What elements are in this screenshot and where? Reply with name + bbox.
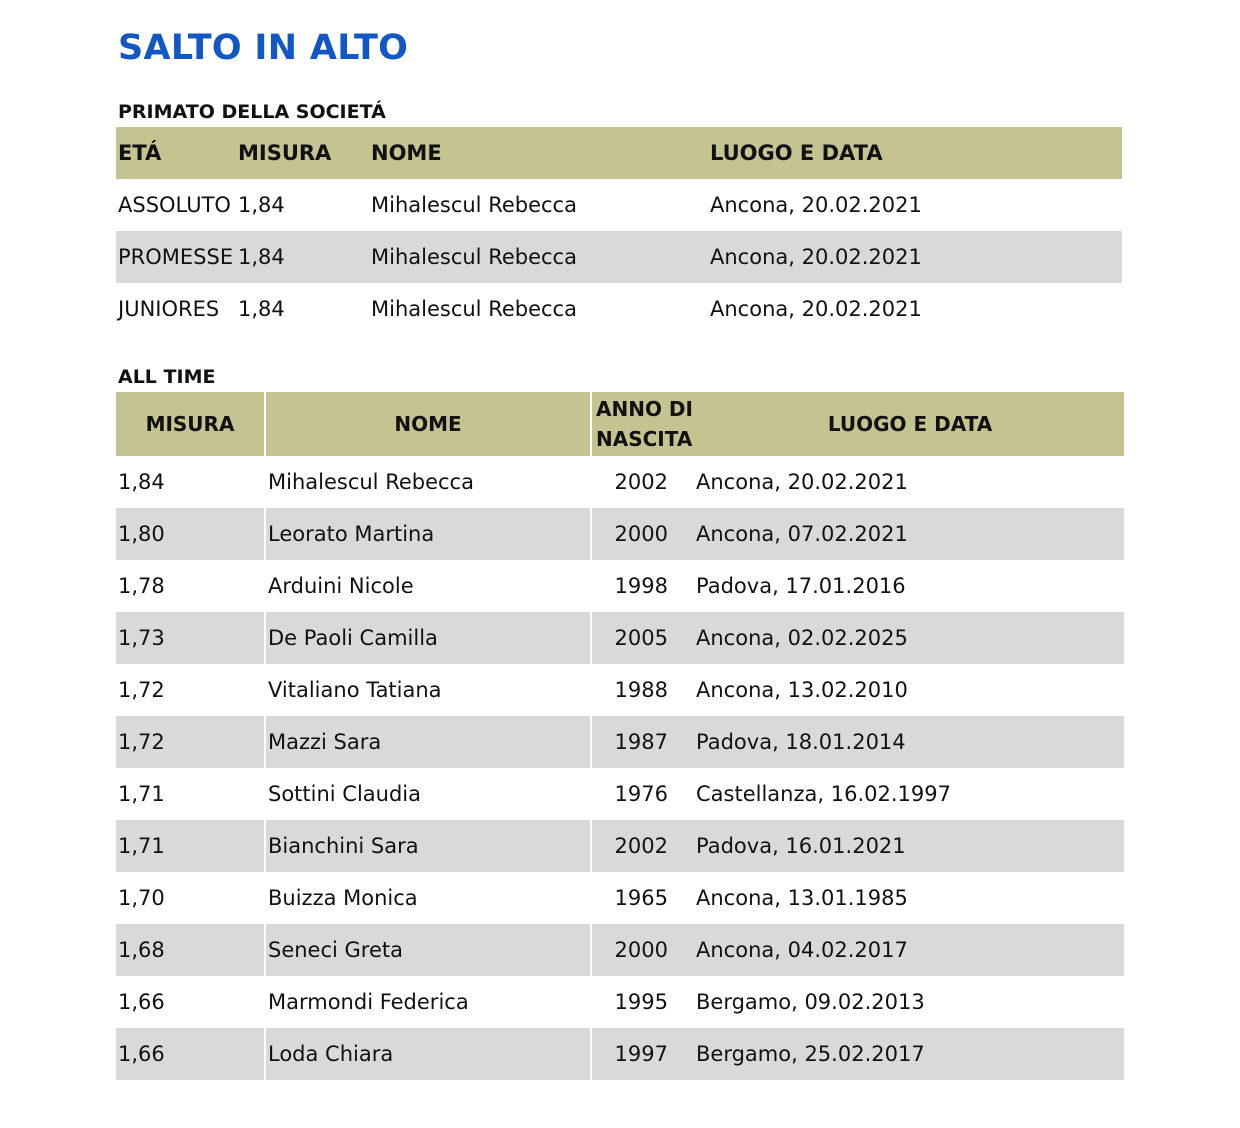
cell-nome: Sottini Claudia: [268, 782, 422, 806]
cell-luogo: Ancona, 04.02.2017: [696, 938, 908, 962]
cell-nome: Mihalescul Rebecca: [371, 297, 577, 321]
cell-misura: 1,84: [238, 245, 285, 269]
column-divider: [264, 456, 266, 508]
column-divider: [264, 560, 266, 612]
cell-nome: Bianchini Sara: [268, 834, 419, 858]
cell-nome: Loda Chiara: [268, 1042, 394, 1066]
cell-nome: Vitaliano Tatiana: [268, 678, 442, 702]
record-section-title: PRIMATO DELLA SOCIETÁ: [118, 101, 386, 123]
cell-misura: 1,70: [118, 886, 165, 910]
cell-nome: Mihalescul Rebecca: [371, 245, 577, 269]
column-divider: [264, 716, 266, 768]
header-luogo: LUOGO E DATA: [710, 141, 883, 165]
cell-anno: 2000: [614, 938, 668, 962]
cell-luogo: Ancona, 13.02.2010: [696, 678, 908, 702]
cell-misura: 1,68: [118, 938, 165, 962]
cell-nome: De Paoli Camilla: [268, 626, 438, 650]
table-row: [116, 560, 1124, 612]
page-title: SALTO IN ALTO: [118, 28, 409, 68]
cell-anno: 1976: [614, 782, 668, 806]
cell-misura: 1,72: [118, 678, 165, 702]
cell-eta: JUNIORES: [118, 297, 220, 321]
cell-misura: 1,84: [238, 297, 285, 321]
cell-luogo: Padova, 18.01.2014: [696, 730, 906, 754]
table-row: [116, 820, 1124, 872]
cell-misura: 1,84: [118, 470, 165, 494]
column-divider: [264, 976, 266, 1028]
header-eta: ETÁ: [118, 141, 162, 165]
table-row: [116, 976, 1124, 1028]
table-row: [116, 924, 1124, 976]
record-table: [116, 127, 1122, 335]
cell-nome: Marmondi Federica: [268, 990, 469, 1014]
cell-luogo: Bergamo, 09.02.2013: [696, 990, 925, 1014]
cell-misura: 1,66: [118, 990, 165, 1014]
cell-anno: 1998: [614, 574, 668, 598]
table-row: [116, 231, 1122, 283]
cell-luogo: Padova, 16.01.2021: [696, 834, 906, 858]
cell-anno: 2000: [614, 522, 668, 546]
cell-nome: Mazzi Sara: [268, 730, 382, 754]
table-row: [116, 872, 1124, 924]
cell-misura: 1,71: [118, 834, 165, 858]
cell-luogo: Ancona, 20.02.2021: [710, 193, 922, 217]
cell-nome: Seneci Greta: [268, 938, 404, 962]
cell-luogo: Ancona, 02.02.2025: [696, 626, 908, 650]
table-row: [116, 612, 1124, 664]
cell-nome: Mihalescul Rebecca: [371, 193, 577, 217]
cell-anno: 2002: [614, 470, 668, 494]
header-misura: MISURA: [238, 141, 332, 165]
cell-misura: 1,72: [118, 730, 165, 754]
record-rows: [116, 179, 1122, 335]
cell-eta: PROMESSE: [118, 245, 234, 269]
cell-anno: 1995: [614, 990, 668, 1014]
table-row: [116, 1028, 1124, 1080]
column-divider: [264, 768, 266, 820]
cell-anno: 2005: [614, 626, 668, 650]
table-row: [116, 768, 1124, 820]
alltime-section-title: ALL TIME: [118, 366, 216, 388]
column-divider: [264, 508, 266, 560]
cell-anno: 1988: [614, 678, 668, 702]
cell-eta: ASSOLUTO: [118, 193, 231, 217]
alltime-rows: [116, 456, 1124, 1080]
table-row: [116, 508, 1124, 560]
cell-luogo: Castellanza, 16.02.1997: [696, 782, 951, 806]
table-row: [116, 283, 1122, 335]
cell-anno: 1987: [614, 730, 668, 754]
record-table-header: [116, 127, 1122, 179]
cell-anno: 1997: [614, 1042, 668, 1066]
cell-luogo: Ancona, 20.02.2021: [696, 470, 908, 494]
cell-nome: Mihalescul Rebecca: [268, 470, 474, 494]
header-anno: ANNO DI NASCITA: [596, 397, 693, 451]
cell-anno: 1965: [614, 886, 668, 910]
column-divider: [590, 392, 592, 456]
alltime-table-header: [116, 392, 1124, 456]
cell-nome: Buizza Monica: [268, 886, 418, 910]
cell-nome: Leorato Martina: [268, 522, 435, 546]
alltime-table: [116, 392, 1124, 1080]
cell-luogo: Ancona, 20.02.2021: [710, 297, 922, 321]
table-row: [116, 716, 1124, 768]
cell-misura: 1,78: [118, 574, 165, 598]
column-divider: [264, 872, 266, 924]
cell-misura: 1,73: [118, 626, 165, 650]
column-divider: [264, 1028, 266, 1080]
column-divider: [264, 612, 266, 664]
column-divider: [264, 664, 266, 716]
header-nome: NOME: [371, 141, 442, 165]
column-divider: [264, 924, 266, 976]
cell-luogo: Ancona, 20.02.2021: [710, 245, 922, 269]
cell-misura: 1,71: [118, 782, 165, 806]
cell-nome: Arduini Nicole: [268, 574, 414, 598]
cell-luogo: Padova, 17.01.2016: [696, 574, 906, 598]
cell-misura: 1,66: [118, 1042, 165, 1066]
cell-misura: 1,80: [118, 522, 165, 546]
table-row: [116, 179, 1122, 231]
column-divider: [264, 820, 266, 872]
cell-misura: 1,84: [238, 193, 285, 217]
cell-luogo: Bergamo, 25.02.2017: [696, 1042, 925, 1066]
header-misura: MISURA: [145, 412, 235, 436]
table-row: [116, 664, 1124, 716]
header-nome: NOME: [394, 412, 462, 436]
cell-luogo: Ancona, 13.01.1985: [696, 886, 908, 910]
table-row: [116, 456, 1124, 508]
header-luogo: LUOGO E DATA: [827, 412, 993, 436]
cell-anno: 2002: [614, 834, 668, 858]
cell-luogo: Ancona, 07.02.2021: [696, 522, 908, 546]
